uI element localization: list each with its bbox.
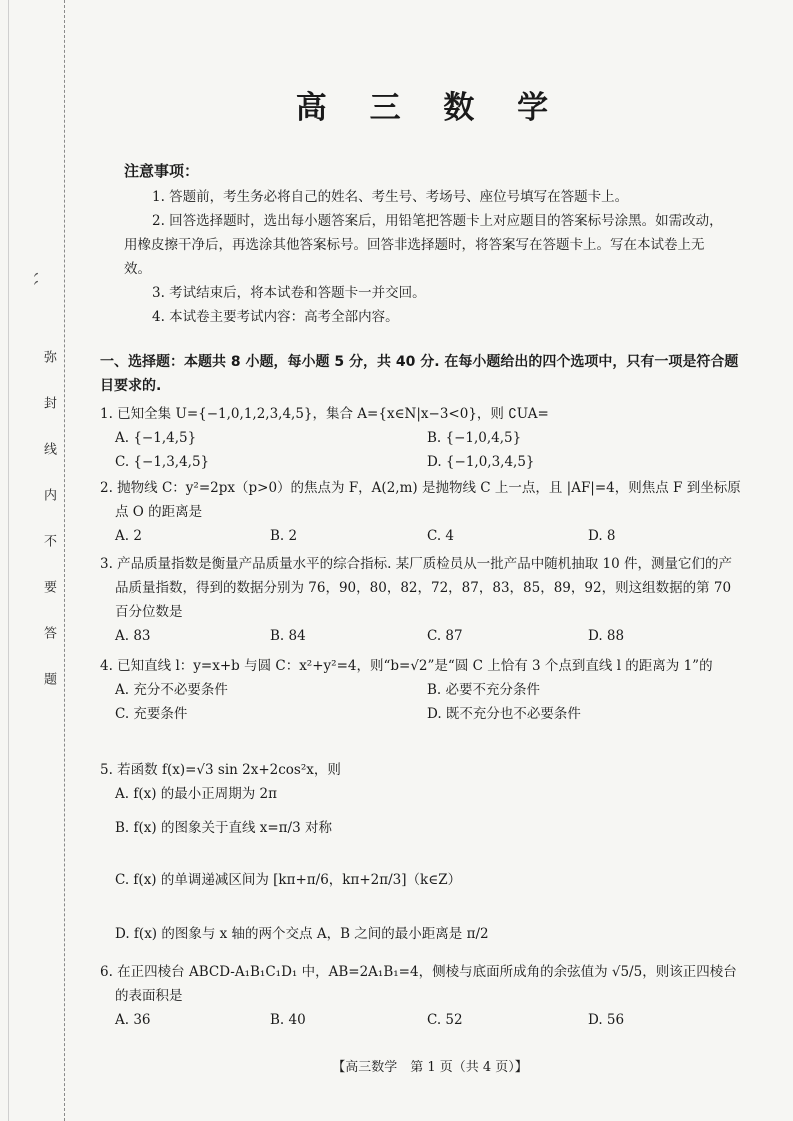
question-5 — [100, 758, 745, 956]
option-d: D. 既不充分也不必要条件 — [427, 706, 581, 722]
question-4 — [100, 654, 745, 726]
question-2 — [100, 476, 745, 548]
question-stem: 1. 已知全集 U={−1,0,1,2,3,4,5}，集合 A={x∈N|x−3<0}，则 ∁UA= — [100, 406, 549, 422]
margin-marks: 、、 — [21, 261, 41, 286]
question-1 — [100, 402, 745, 474]
notice-heading: 注意事项： — [124, 162, 200, 180]
question-stem: 6. 在正四棱台 ABCD-A₁B₁C₁D₁ 中，AB=2A₁B₁=4，侧棱与底面所成角的余弦值为 √5/5，则该正四棱台的表面积是 — [100, 964, 737, 1004]
options-row — [100, 702, 745, 726]
option-a: A. 充分不必要条件 — [115, 682, 228, 698]
option-d: D. {−1,0,3,4,5} — [427, 454, 535, 470]
option-c: C. 4 — [427, 528, 455, 544]
options-row — [100, 524, 745, 548]
option-b: B. f(x) 的图象关于直线 x=π/3 对称 — [115, 820, 332, 836]
option-d: D. 56 — [588, 1012, 625, 1028]
options-row — [100, 1008, 745, 1032]
question-stem: 2. 抛物线 C：y²=2px（p>0）的焦点为 F，A(2,m) 是抛物线 C 上一点，且 |AF|=4，则焦点 F 到坐标原点 O 的距离是 — [100, 480, 741, 520]
page-title: 高 三 数 学 — [295, 90, 565, 126]
option-d: D. f(x) 的图象与 x 轴的两个交点 A，B 之间的最小距离是 π/2 — [115, 926, 489, 942]
options-row — [100, 426, 745, 450]
option-c: C. {−1,3,4,5} — [115, 454, 210, 470]
option-b: B. 2 — [270, 528, 298, 544]
option-a: A. f(x) 的最小正周期为 2π — [115, 786, 278, 802]
options-row — [100, 450, 745, 474]
question-stem: 4. 已知直线 l：y=x+b 与圆 C：x²+y²=4，则“b=√2”是“圆 C 上恰有 3 个点到直线 l 的距离为 1”的 — [100, 658, 713, 674]
notice-item: 1. 答题前，考生务必将自己的姓名、考生号、考场号、座位号填写在答题卡上。 — [152, 189, 629, 205]
notice-list — [124, 185, 724, 329]
option-d: D. 8 — [588, 528, 616, 544]
option-c: C. 充要条件 — [115, 706, 188, 722]
notice-item: 4. 本试卷主要考试内容：高考全部内容。 — [152, 309, 399, 325]
seal-line-text: 弥封线内不要答题 — [41, 350, 56, 718]
option-a: A. {−1,4,5} — [115, 430, 197, 446]
exam-page — [100, 0, 760, 1121]
page-footer: 【高三数学 第 1 页（共 4 页）】 — [332, 1060, 528, 1075]
question-6 — [100, 960, 745, 1032]
option-b: B. 必要不充分条件 — [427, 682, 541, 698]
question-stem: 3. 产品质量指数是衡量产品质量水平的综合指标. 某厂质检员从一批产品中随机抽取 10 件，测量它们的产品质量指数，得到的数据分别为 76，90，80，82，72，87，83，85，89，92，则这组数据的第 70 百分位数是 — [100, 556, 733, 620]
option-c: C. f(x) 的单调递减区间为 [kπ+π/6，kπ+2π/3]（k∈Z） — [115, 872, 462, 888]
notice-item: 2. 回答选择题时，选出每小题答案后，用铅笔把答题卡上对应题目的答案标号涂黑。如需改动，用橡皮擦干净后，再选涂其他答案标号。回答非选择题时，将答案写在答题卡上。写在本试卷上无效。 — [124, 213, 723, 277]
option-b: B. 84 — [270, 628, 306, 644]
option-b: B. 40 — [270, 1012, 306, 1028]
option-c: C. 52 — [427, 1012, 463, 1028]
option-b: B. {−1,0,4,5} — [427, 430, 522, 446]
question-stem: 5. 若函数 f(x)=√3 sin 2x+2cos²x，则 — [100, 762, 341, 778]
margin-rule — [8, 0, 9, 1121]
notice-item: 3. 考试结束后，将本试卷和答题卡一并交回。 — [152, 285, 426, 301]
option-a: A. 83 — [115, 628, 151, 644]
option-d: D. 88 — [588, 628, 625, 644]
binding-margin — [0, 0, 65, 1121]
option-c: C. 87 — [427, 628, 463, 644]
options-row — [100, 624, 745, 648]
section-heading: 一、选择题：本题共 8 小题，每小题 5 分，共 40 分. 在每小题给出的四个选项中，只有一项是符合题目要求的. — [100, 354, 739, 394]
option-a: A. 2 — [115, 528, 142, 544]
options-row — [100, 678, 745, 702]
question-3 — [100, 552, 745, 648]
option-a: A. 36 — [115, 1012, 151, 1028]
